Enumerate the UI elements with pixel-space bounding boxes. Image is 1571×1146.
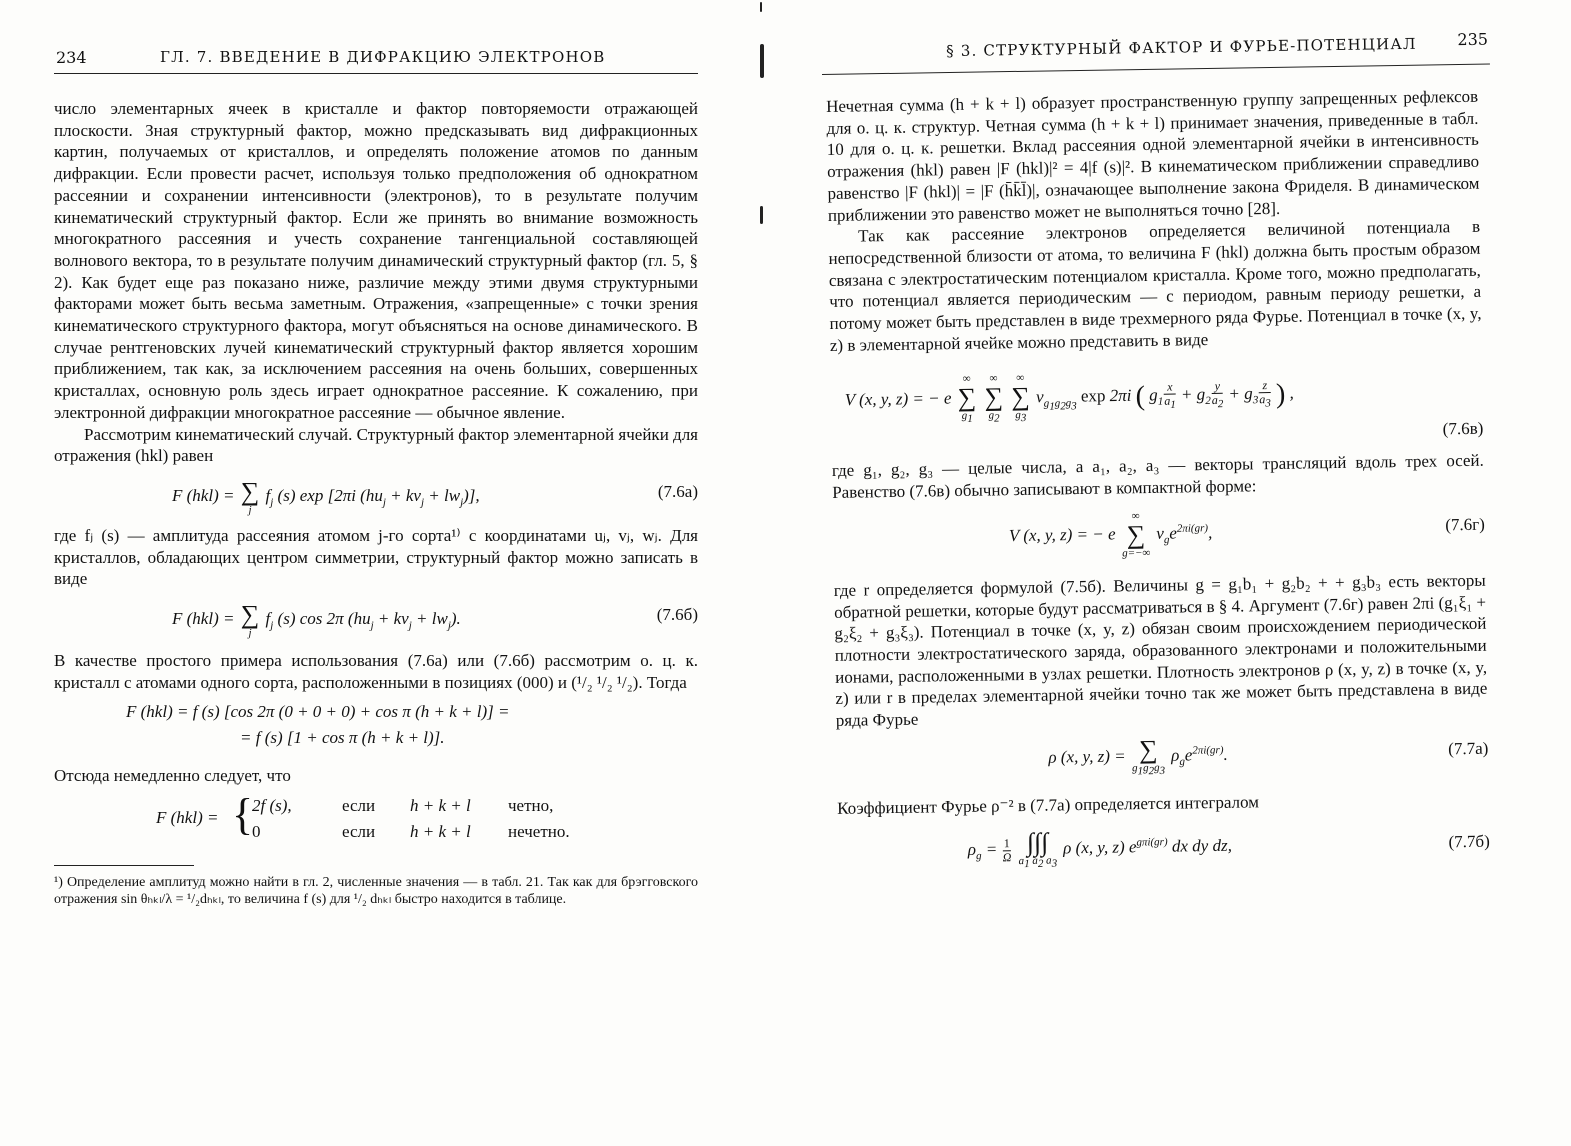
paragraph: Так как рассеяние электронов определяется величиной потенциала в непосредственной близости от атома, то величина F (hkl) должна быть простым образом связана с электростатическим потенциалом кристалла. Кроме того, можно предполагать, что потенциал является периодическим — с периодом, равным периоду решетки, а потому может быть представлен в виде трехмерного ряда Фурье. Потенциал в точке (x, y, z) в элементарной ячейке можно представить в виде xyxy=(828,216,1482,355)
paragraph: где g₁, g₂, g₃ — целые числа, а a₁, a₂, a₃ — векторы трансляций вдоль трех осей. Равенство (7.6в) обычно записывают в компактной форме: xyxy=(831,451,1484,503)
equation-7-6g: V (x, y, z) = − e ∞ ∑ g=−∞ $v_ge^{2\pi i(gr)}$, (7.6г) xyxy=(1008,509,1485,560)
gutter-mark xyxy=(760,44,764,78)
paragraph: Рассмотрим кинематический случай. Структурный фактор элементарной ячейки для отражения (hkl) равен xyxy=(54,424,698,466)
equation-number: (7.7б) xyxy=(1448,832,1490,852)
case-label: если xyxy=(342,796,376,816)
equation-number: (7.6б) xyxy=(656,605,698,625)
right-running-head xyxy=(828,29,1489,61)
paragraph: где fⱼ (s) — амплитуда рассеяния атомом j-го сорта¹⁾ с координатами uⱼ, vⱼ, wⱼ. Для кристаллов, обладающих центром симметрии, структурный фактор можно записать в виде xyxy=(54,525,698,589)
header-rule xyxy=(54,73,698,74)
right-body xyxy=(826,86,1490,890)
page-number: 235 xyxy=(1457,29,1489,50)
paragraph: В качестве простого примера использования (7.6а) или (7.6б) рассмотрим о. ц. к. кристалл с атомами одного сорта, расположенными в позициях (000) и (¹/₂ ¹/₂ ¹/₂). Тогда xyxy=(54,651,698,692)
equation-bcc: F (hkl) = f (s) [cos 2π (0 + 0 + 0) + cos π (h + k + l)] = = f (s) [1 + cos π (h + k + l)]. xyxy=(126,702,510,748)
paragraph: где r определяется формулой (7.5б). Величины g = g₁b₁ + g₂b₂ + + g₃b₃ есть векторы обратной решетки, которые будут рассматриваться в § 4. Аргумент (7.6г) равен 2πi (g₁ξ₁ + g₂ξ₂ + g₃ξ₃). Потенциал в точке (x, y, z) обязан своим происхождением периодической плотности электростатического заряда, образованного электронами и положительными ионами, расположенными в узлах решетки. Плотность электронов ρ (x, y, z) в точке (x, y, z) или r в пределах элементарной ячейки точно так же может быть представлена в виде ряда Фурье xyxy=(833,570,1488,730)
footnote: ¹) Определение амплитуд можно найти в гл. 2, численные значения — в табл. 21. Так как для брэгговского отражения sin θₕₖₗ/λ = ¹/₂dₕₖₗ, то величина f (s) для ¹/₂ dₕₖₗ быстро находится в таблице. xyxy=(54,875,698,908)
equation-number: (7.7а) xyxy=(1448,738,1489,759)
paragraph: число элементарных ячеек в кристалле и фактор повторяемости отражающей плоскости. Зная структурный фактор, можно предсказывать вид дифракционных картин, получаемых от кристаллов, и определять положение атомов по данным дифракции. Если провести расчет, используя только предположения об однократном рассеянии и сохранении интенсивности (электронов), то в результате получим кинематический структурный фактор. Если же принять во внимание возможность многократного рассеяния и учесть сохранение тангенциальной составляющей волнового вектора, то в результате получим динамический структурный фактор (гл. 5, § 2). Как будет еще раз показано ниже, различие между этими двумя структурными факторами может быть весьма заметным. Отражения, «запрещенные» с точки зрения кинематического структурного фактора, могут объясняться на основе динамического. В случае рентгеновских лучей кинематический структурный фактор является хорошим приближением, так как, за исключением рассеяния на очень больших, совершенных кристаллах, основную роль здесь играет однократное рассеяние. К сожалению, при электронной дифракции многократное рассеяние — обычное явление. xyxy=(54,99,698,422)
page-number: 234 xyxy=(56,48,87,67)
equation-7-6v: V (x, y, z) = − e ∞ ∑ $g_1$ ∞ ∑ $g_2$ ∞ ∑ $g_3$ $v_{g_1g_2g_3}$ exp 2πi ( $g_1$ $\frac{x}{a_1}$ + $g_2$ $\frac{y}{a_2}$ + $g_3$ $\frac{z}{a_3}$ ) , (7.6в) xyxy=(844,372,1484,439)
equation-7-6a: F (hkl) = ∑ j $f_j$ (s) exp [2πi $(hu_j + kv_j + lw_j)$], (7.6а) xyxy=(172,476,698,516)
book-gutter xyxy=(752,0,774,1146)
equation-number: (7.6а) xyxy=(657,481,698,501)
header-rule xyxy=(822,64,1490,75)
right-page xyxy=(790,0,1571,1146)
gutter-mark xyxy=(760,2,762,12)
gutter-mark xyxy=(760,206,763,224)
equation-cases: F (hkl) = { 2f (s), 0 если если h + k + l h + k + l четно, нечетно. xyxy=(156,790,570,842)
equation-7-7b: $\rho_g$ = $\frac{1}{\Omega}$ ∫∫∫ $a_1$ $a_2$ $a_3$ ρ (x, y, z) $e^{g\pi i(gr)}$ dx dy dz, (7.7б) xyxy=(967,828,1490,871)
equation-7-7a: ρ (x, y, z) = ∑ $g_1g_2g_3$ $\rho_ge^{2\pi i(gr)}$. (7.7а) xyxy=(1048,734,1489,778)
left-page xyxy=(0,0,760,1146)
chapter-title: ГЛ. 7. ВВЕДЕНИЕ В ДИФРАКЦИЮ ЭЛЕКТРОНОВ xyxy=(160,48,606,66)
section-title: § 3. СТРУКТУРНЫЙ ФАКТОР И ФУРЬЕ-ПОТЕНЦИАЛ xyxy=(945,34,1417,61)
equation-7-6b: F (hkl) = ∑ j $f_j$ (s) cos 2π $(hu_j + kv_j + lw_j)$. (7.6б) xyxy=(172,600,698,640)
paragraph: Нечетная сумма (h + k + l) образует пространственную группу запрещенных рефлексов для о. ц. к. структур. Четная сумма (h + k + l) принимает значения, приведенные в табл. 10 для о. ц. к. решетки. Вклад рассеяния одной элементарной ячейки в интенсивность отражения (hkl) равен |F (hkl)|² = 4|f (s)|². В кинематическом приближении справедливо равенство |F (hkl)| = |F (h̄k̄l̄)|, означающее выполнение закона Фриделя. В динамическом приближении это равенство может не выполняться точно [28]. xyxy=(826,86,1480,225)
paragraph: Коэффициент Фурье ρ⁻² в (7.7а) определяется интегралом xyxy=(837,792,1260,818)
left-body xyxy=(54,98,698,908)
paragraph: Отсюда немедленно следует, что xyxy=(54,766,291,786)
case-odd: нечетно. xyxy=(508,822,570,842)
equation-number: (7.6г) xyxy=(1445,514,1485,535)
case-label: если xyxy=(342,822,376,842)
footnote-rule xyxy=(54,865,194,866)
case-even: четно, xyxy=(508,796,554,816)
equation-number: (7.6в) xyxy=(1442,419,1484,439)
